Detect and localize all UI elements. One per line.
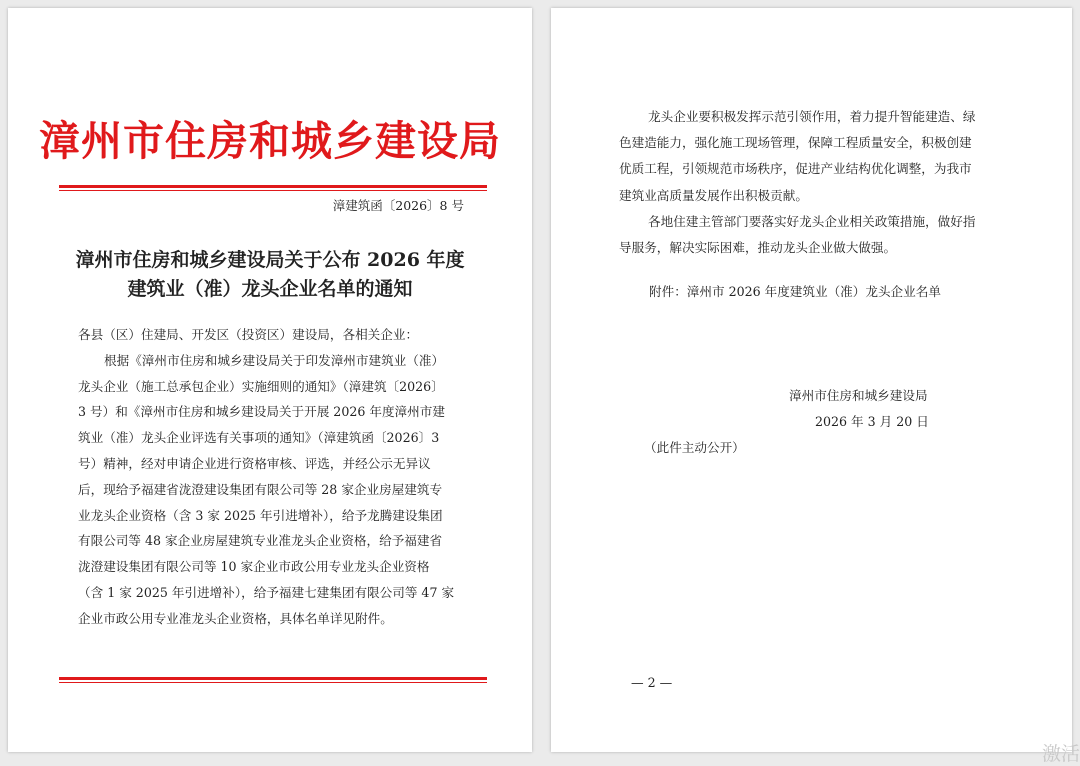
issue-date: 2026 年 3 月 20 日: [815, 414, 929, 429]
body-line: 龙头企业（施工总承包企业）实施细则的通知》（漳建筑〔2026〕: [78, 378, 444, 394]
body-line: 企业市政公用专业准龙头企业资格，具体名单详见附件。: [78, 610, 393, 626]
document-page-1: [8, 8, 532, 752]
salutation: 各县（区）住建局、开发区（投资区）建设局，各相关企业：: [78, 327, 419, 342]
issuer-signature: 漳州市住房和城乡建设局: [789, 388, 928, 403]
notice-body-continued: [619, 104, 1019, 261]
notice-heading-line-1: 漳州市住房和城乡建设局关于公布 2026 年度: [75, 249, 465, 271]
body-line: 龙头企业要积极发挥示范引领作用，着力提升智能建造、绿: [648, 109, 976, 124]
body-line: 筑业（准）龙头企业评选有关事项的通知》（漳建筑函〔2026〕3: [78, 430, 440, 446]
activation-watermark: 激活: [1041, 743, 1080, 765]
agency-title: 漳州市住房和城乡建设局: [39, 117, 501, 165]
body-line: 号）精神，经对申请企业进行资格审核、评选，并经公示无异议: [78, 455, 431, 471]
body-line: 导服务，解决实际困难，推动龙头企业做大做强。: [619, 240, 897, 256]
body-line: （含 1 家 2025 年引进增补），给予福建七建集团有限公司等 47 家: [78, 584, 455, 600]
disclosure-note: （此件主动公开）: [644, 440, 745, 455]
body-line: 根据《漳州市住房和城乡建设局关于印发漳州市建筑业（准）: [104, 352, 445, 368]
notice-body: [78, 322, 478, 632]
body-line: 泷澄建设集团有限公司等 10 家企业市政公用专业龙头企业资格: [78, 559, 430, 575]
body-line: 色建造能力，强化施工现场管理，保障工程质量安全，积极创建: [619, 135, 972, 151]
body-line: 业龙头企业资格（含 3 家 2025 年引进增补），给予龙腾建设集团: [78, 507, 443, 523]
document-number: 漳建筑函〔2026〕8 号: [332, 198, 464, 213]
notice-heading-line-2: 建筑业（准）龙头企业名单的通知: [127, 278, 413, 300]
body-line: 各地住建主管部门要落实好龙头企业相关政策措施，做好指: [648, 213, 976, 229]
attachment-note: 附件：漳州市 2026 年度建筑业（准）龙头企业名单: [649, 284, 941, 299]
body-line: 建筑业高质量发展作出积极贡献。: [619, 187, 808, 203]
body-line: 有限公司等 48 家企业房屋建筑专业准龙头企业资格，给予福建省: [78, 533, 443, 549]
red-header-rule: [59, 185, 487, 191]
body-line: 3 号）和《漳州市住房和城乡建设局关于开展 2026 年度漳州市建: [78, 404, 445, 420]
document-page-2: [551, 8, 1072, 752]
body-line: 优质工程，引领规范市场秩序，促进产业结构优化调整，为我市: [619, 161, 972, 177]
page-number: — 2 —: [631, 675, 673, 690]
red-footer-rule: [59, 677, 487, 683]
body-line: 后，现给予福建省泷澄建设集团有限公司等 28 家企业房屋建筑专: [78, 481, 443, 497]
